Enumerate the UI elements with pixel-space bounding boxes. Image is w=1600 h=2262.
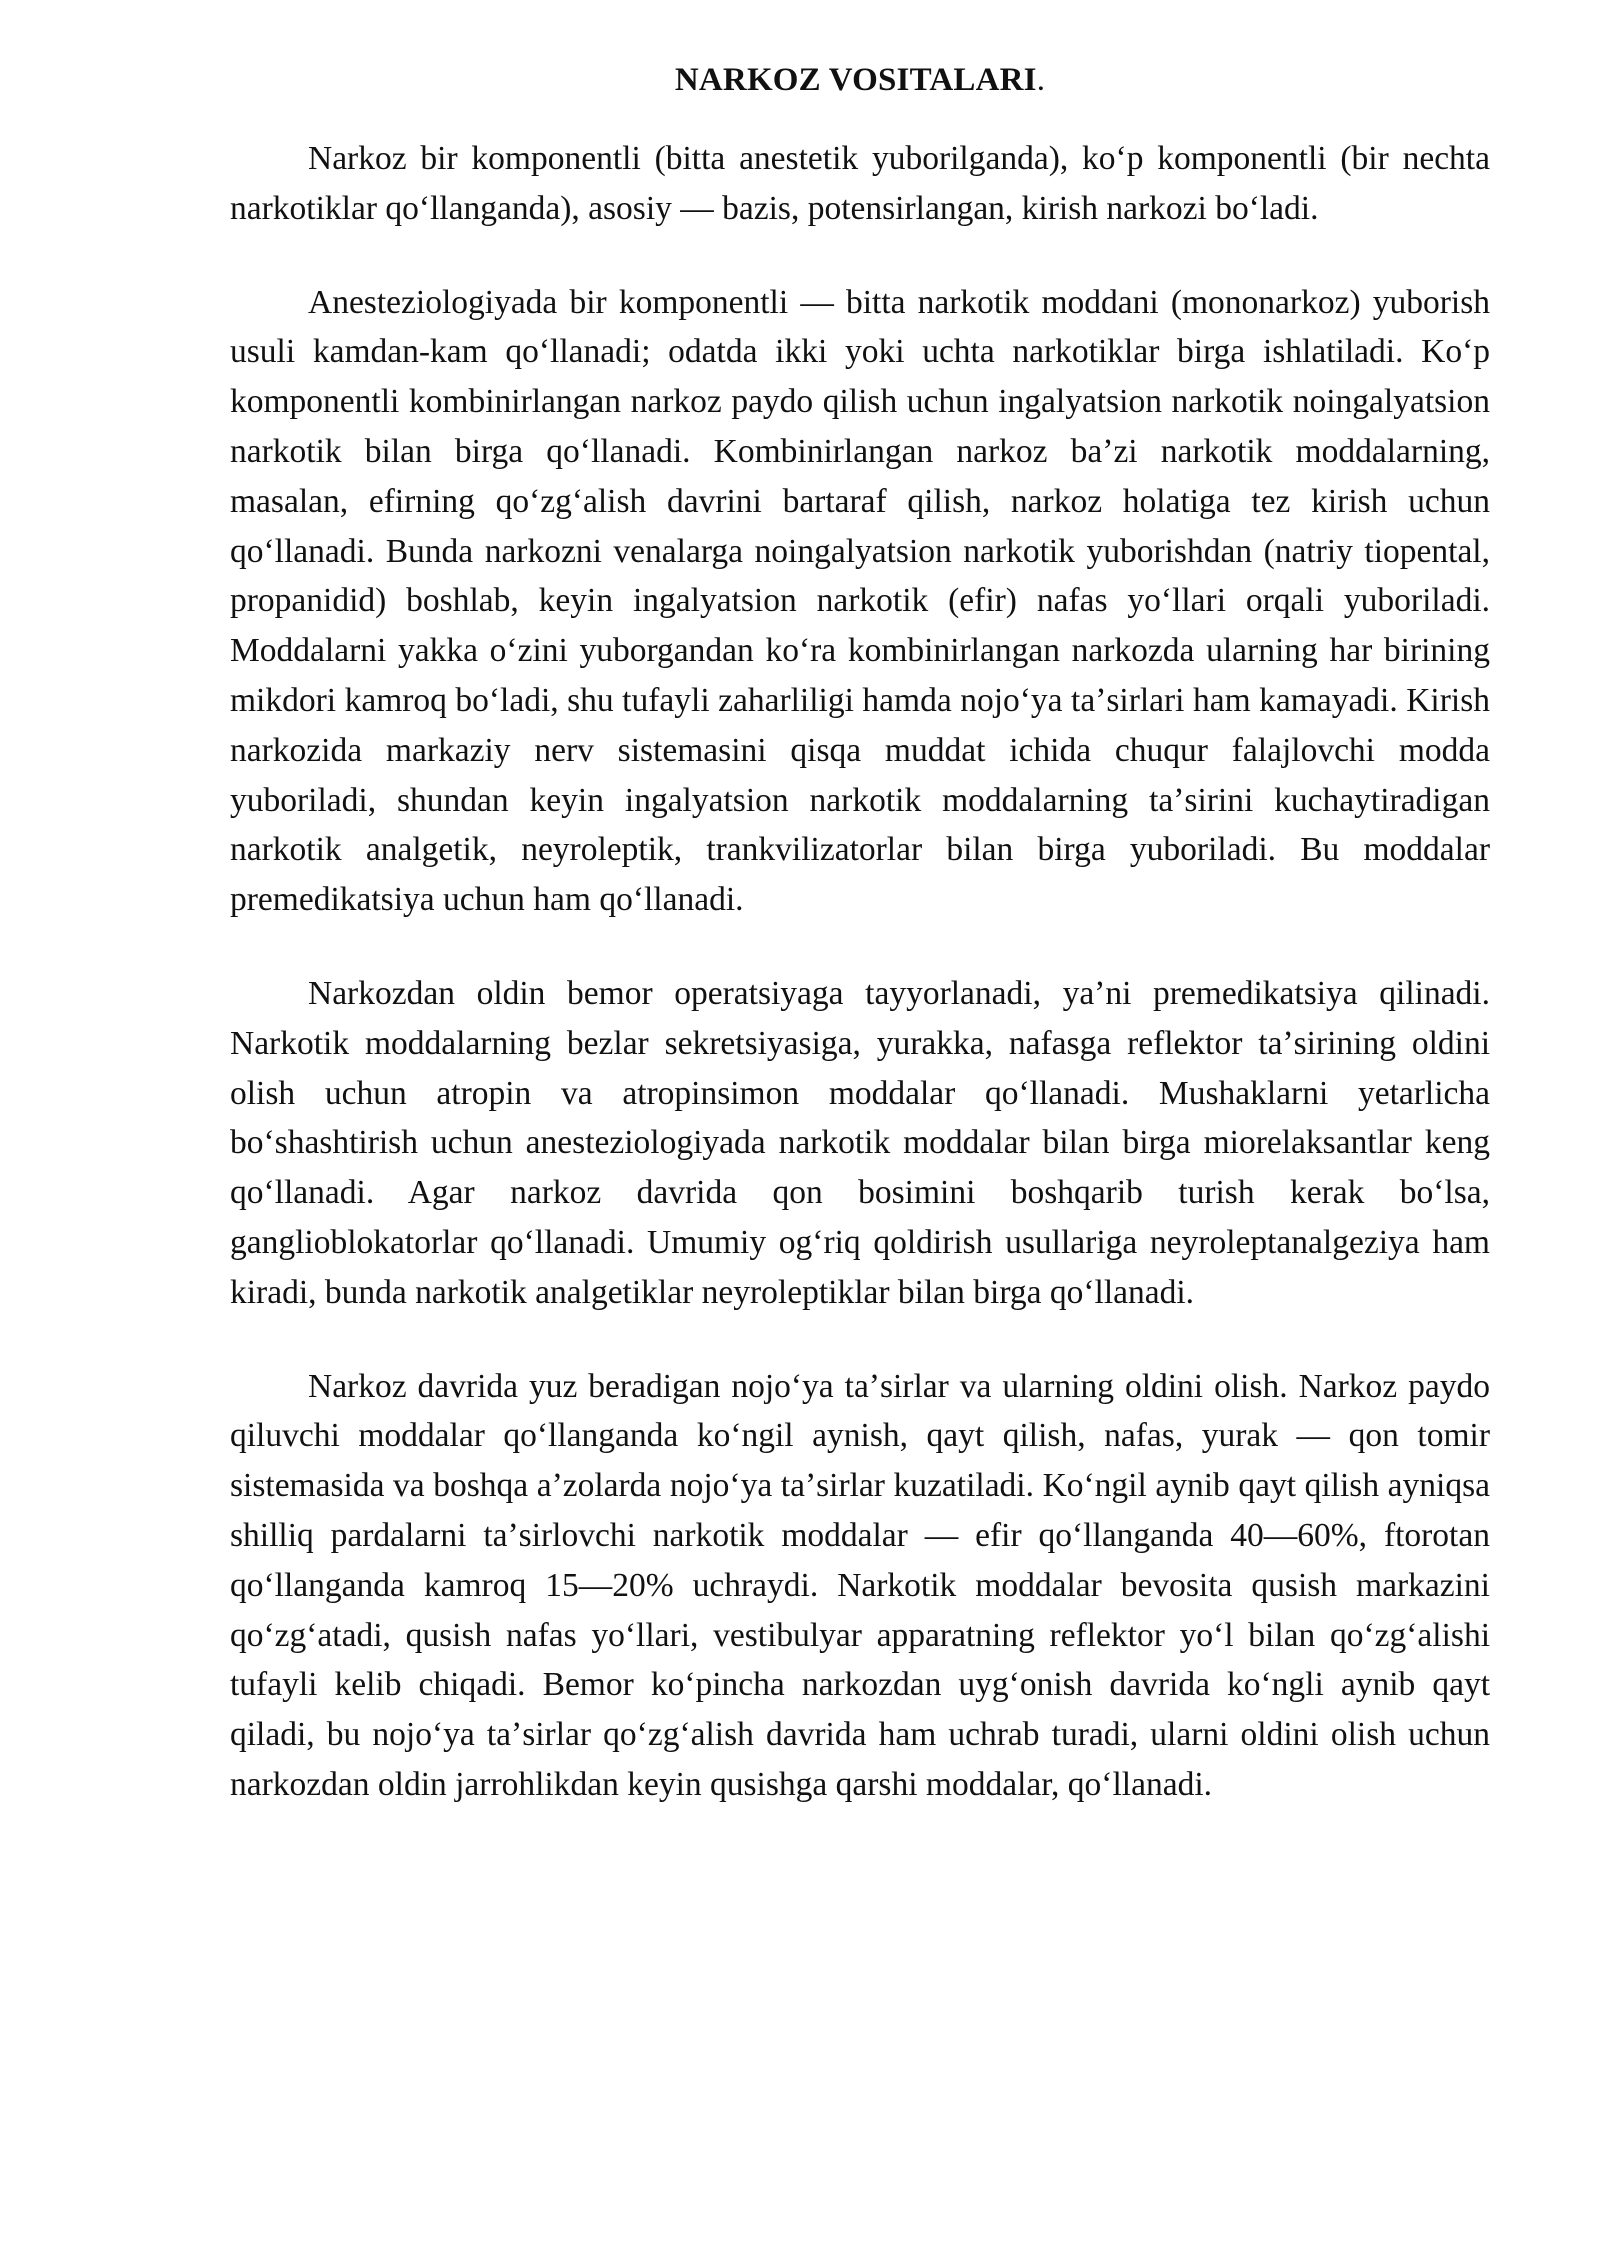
paragraph-2: Anesteziologiyada bir komponentli — bitta narkotik moddani (mononarkoz) yuborish usuli kamdan-kam qoʻllanadi; odatda ikki yoki uchta narkotiklar birga ishlatiladi. Koʻp komponentli kombinirlangan narkoz paydo qilish uchun ingalyatsion narkotik noingalyatsion narkotik bilan birga qoʻllanadi. Kombinirlangan narkoz baʼzi narkotik moddalarning, masalan, efirning qoʻzgʻalish davrini bartaraf qilish, narkoz holatiga tez kirish uchun qoʻllanadi. Bunda narkozni venalarga noingalyatsion narkotik yuborishdan (natriy tiopental, propanidid) boshlab, keyin ingalyatsion narkotik (efir) nafas yoʻllari orqali yuboriladi. Moddalarni yakka oʻzini yuborgandan koʻra kombinirlangan narkozda ularning har birining mikdori kamroq boʻladi, shu tufayli zaharliligi hamda nojoʻya taʼsirlari ham kamayadi. Kirish narkozida markaziy nerv sistemasini qisqa muddat ichida chuqur falajlovchi modda yuboriladi, shundan keyin ingalyatsion narkotik moddalarning taʼsirini kuchaytiradigan narkotik analgetik, neyroleptik, trankvilizatorlar bilan birga yuboriladi. Bu moddalar premedikatsiya uchun ham qoʻllanadi. (230, 283, 1490, 919)
document-page (230, 58, 1490, 1854)
document-title (230, 58, 1490, 102)
title-text: NARKOZ VOSITALARI (674, 62, 1037, 98)
title-punctuation: . (1036, 62, 1046, 98)
paragraph-3: Narkozdan oldin bemor operatsiyaga tayyorlanadi, yaʼni premedikatsiya qilinadi. Narkotik moddalarning bezlar sekretsiyasiga, yurakka, nafasga reflektor taʼsirining oldini olish uchun atropin va atropinsimon moddalar qoʻllanadi. Mushaklarni yetarlicha boʻshashtirish uchun anesteziologiyada narkotik moddalar bilan birga miorelaksantlar keng qoʻllanadi. Agar narkoz davrida qon bosimini boshqarib turish kerak boʻlsa, ganglioblokatorlar qoʻllanadi. Umumiy ogʻriq qoldirish usullariga neyroleptanalgeziya ham kiradi, bunda narkotik analgetiklar neyroleptiklar bilan birga qoʻllanadi. (230, 974, 1490, 1311)
paragraph-4: Narkoz davrida yuz beradigan nojoʻya taʼsirlar va ularning oldini olish. Narkoz paydo qiluvchi moddalar qoʻllanganda koʻngil aynish, qayt qilish, nafas, yurak — qon tomir sistemasida va boshqa aʼzolarda nojoʻya taʼsirlar kuzatiladi. Koʻngil aynib qayt qilish ayniqsa shilliq pardalarni taʼsirlovchi narkotik moddalar — efir qoʻllanganda 40—60%, ftorotan qoʻllanganda kamroq 15—20% uchraydi. Narkotik moddalar bevosita qusish markazini qoʻzgʻatadi, qusish nafas yoʻllari, vestibulyar apparatning reflektor yoʻl bilan qoʻzgʻalishi tufayli kelib chiqadi. Bemor koʻpincha narkozdan uygʻonish davrida koʻngli aynib qayt qiladi, bu nojoʻya taʼsirlar qoʻzgʻalish davrida ham uchrab turadi, ularni oldini olish uchun narkozdan oldin jarrohlikdan keyin qusishga qarshi moddalar, qoʻllanadi. (230, 1367, 1490, 1803)
paragraph-1: Narkoz bir komponentli (bitta anestetik yuborilganda), koʻp komponentli (bir nechta narkotiklar qoʻllanganda), asosiy — bazis, potensirlangan, kirish narkozi boʻladi. (230, 140, 1490, 227)
